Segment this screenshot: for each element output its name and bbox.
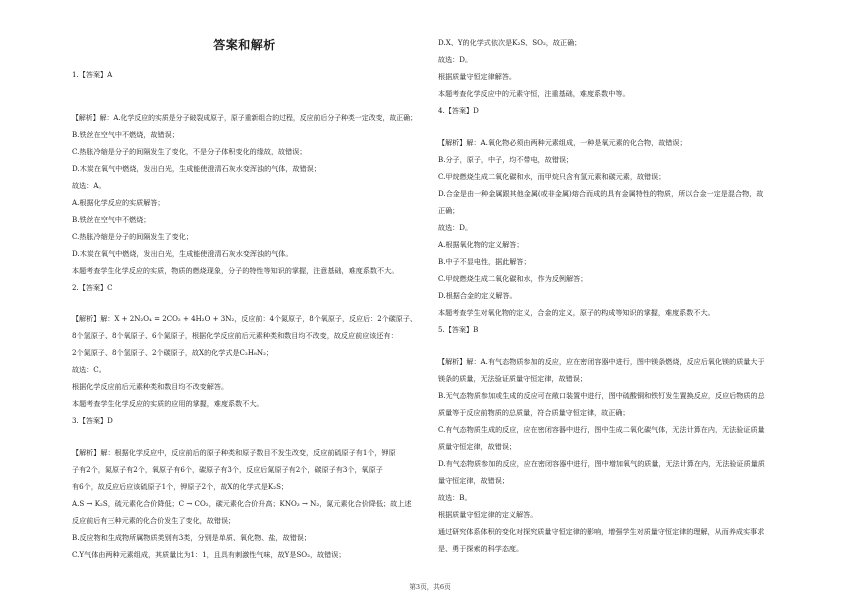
text-line: B.反应物和生成物所属物质类别有3类，分别是单质、氧化物、盐，故错误； [72, 533, 311, 542]
text-line: 根据质量守恒定律解答。 [438, 72, 517, 81]
text-line: 【解析】解：A.化学反应的实质是分子破裂成原子，原子重新组合的过程，反应前后分子种类一定改变，故正确； [72, 113, 417, 122]
text-line: 反应前后有三种元素的化合价发生了变化，故错误； [72, 516, 236, 525]
text-line: 故选：C。 [72, 365, 106, 374]
text-line: 正确； [438, 206, 460, 215]
text-line: 3.【答案】D [72, 416, 113, 425]
text-line: 【解析】解：A.有气态物质参加的反应，应在密闭容器中进行，图中镁条燃烧，反应后氧化镁的质量大于 [438, 357, 765, 366]
text-line: D.合金是由一种金属跟其他金属(或非金属)熔合而成的具有金属特性的物质，所以合金一定是混合物，故 [438, 189, 764, 198]
text-line: D.木炭在氧气中燃烧，发出白光，生成能使澄清石灰水变浑浊的气体，故错误； [72, 164, 321, 173]
text-line: 质量守恒定律，故错误； [438, 442, 517, 451]
text-line: 故选：B。 [438, 493, 472, 502]
text-line: 根据化学反应前后元素种类和数目均不改变解答。 [72, 382, 229, 391]
text-line: C.甲烷燃烧生成二氧化碳和水，而甲烷只含有氢元素和碳元素，故错误； [438, 172, 666, 181]
text-line: 2.【答案】C [72, 283, 113, 292]
text-line: 通过研究体系体积的变化对探究质量守恒定律的影响，增强学生对质量守恒定律的理解，从而养成实事求 [438, 527, 765, 536]
text-line: 5.【答案】B [438, 325, 479, 334]
text-line: D.根据合金的定义解答。 [438, 291, 517, 300]
text-line: B.中子不显电性，据此解答； [438, 257, 531, 266]
text-line: C.Y气体由两种元素组成，其质量比为1：1，且具有刺激性气味，故Y是SO₂，故错误； [72, 550, 346, 559]
text-line: A.S → K₂S，硫元素化合价降低；C → CO₂，碳元素化合价升高；KNO₃ → N₂，氮元素化合价降低；故上述 [72, 499, 412, 508]
text-line: 故选：A。 [72, 181, 106, 190]
text-line: B.分子，原子，中子，均不带电，故错误； [438, 155, 574, 164]
text-line: 量守恒定律，故错误； [438, 476, 509, 485]
text-line: A.根据氧化物的定义解答； [438, 240, 524, 249]
text-line: 4.【答案】D [438, 106, 479, 115]
text-line: D.有气态物质参加的反应，应在密闭容器中进行，图中增加氧气的质量，无法计算在内，无法验证质量质 [438, 459, 765, 468]
text-line: 是、勇于探索的科学态度。 [438, 544, 524, 553]
text-line: 质量等于反应前物质的总质量，符合质量守恒定律，故正确； [438, 408, 630, 417]
text-line: 镁条的质量，无法验证质量守恒定律，故错误； [438, 374, 587, 383]
text-line: C.热胀冷缩是分子的间隔发生了变化，不是分子体积变化的缘故，故错误； [72, 147, 307, 156]
text-line: 本题考查化学反应中的元素守恒，注重基础，难度系数中等。 [438, 89, 630, 98]
text-line: 8个氢原子、8个氧原子、6个氮原子，根据化学反应前后元素种类和数目均不改变，故反应前应该还有： [72, 331, 398, 340]
text-line: 根据质量守恒定律的定义解答。 [438, 510, 538, 519]
text-line: 【解析】解：X + 2N₂O₄ = 2CO₂ + 4H₂O + 3N₂，反应前：4个氮原子，8个氧原子，反应后：2个碳原子、 [72, 314, 417, 323]
text-line: B.铁丝在空气中不燃烧； [72, 215, 151, 224]
text-line: 故选：D。 [438, 55, 473, 64]
text-line: C.热胀冷缩是分子的间隔发生了变化； [72, 232, 193, 241]
text-line: 【解析】解：根据化学反应中，反应前后的原子种类和原子数目不发生改变，反应前硫原子有1个，钾原 [72, 448, 396, 457]
page-title: 答案和解析 [213, 38, 276, 52]
text-line: 2个氮原子、8个氢原子、2个碳原子，故X的化学式是C₂H₈N₂； [72, 348, 274, 357]
text-line: 【解析】解：A.氧化物必须由两种元素组成，一种是氧元素的化合物，故错误； [438, 138, 687, 147]
page-footer: 第3页，共6页 [409, 583, 451, 591]
text-line: D.木炭在氧气中燃烧，发出白光，生成能使澄清石灰水变浑浊的气体。 [72, 249, 293, 258]
text-line: 子有2个，氮原子有2个，氧原子有6个，碳原子有3个，反应后氮原子有2个，碳原子有3个，氧原子 [72, 465, 383, 474]
text-line: 本题考查学生对氧化物的定义，合金的定义，原子的构成等知识的掌握，难度系数不大。 [438, 308, 715, 317]
text-line: C.甲烷燃烧生成二氧化碳和水，作为反例解答； [438, 274, 588, 283]
text-line: C.有气态物质生成的反应，应在密闭容器中进行，图中生成二氧化碳气体，无法计算在内，无法验证质量 [438, 425, 765, 434]
text-line: 1.【答案】A [72, 70, 113, 79]
text-line: B.铁丝在空气中不燃烧，故错误； [72, 130, 179, 139]
text-line: D.X、Y的化学式依次是K₂S、SO₂，故正确； [438, 38, 582, 47]
text-line: 本题考查学生化学反应的实质的应用的掌握，难度系数不大。 [72, 399, 264, 408]
text-line: B.无气态物质参加或生成的反应可在敞口装置中进行，图中硫酸铜和铁钉发生置换反应，反应后物质的总 [438, 391, 765, 400]
text-line: 有6个，故反应后应该硫原子1个，钾原子2个，故X的化学式是K₂S； [72, 482, 289, 491]
text-line: A.根据化学反应的实质解答； [72, 198, 165, 207]
text-line: 本题考查学生化学反应的实质，物质的燃烧现象，分子的特性等知识的掌握，注意基础，难度系数不大。 [72, 266, 399, 275]
text-line: 故选：D。 [438, 223, 473, 232]
